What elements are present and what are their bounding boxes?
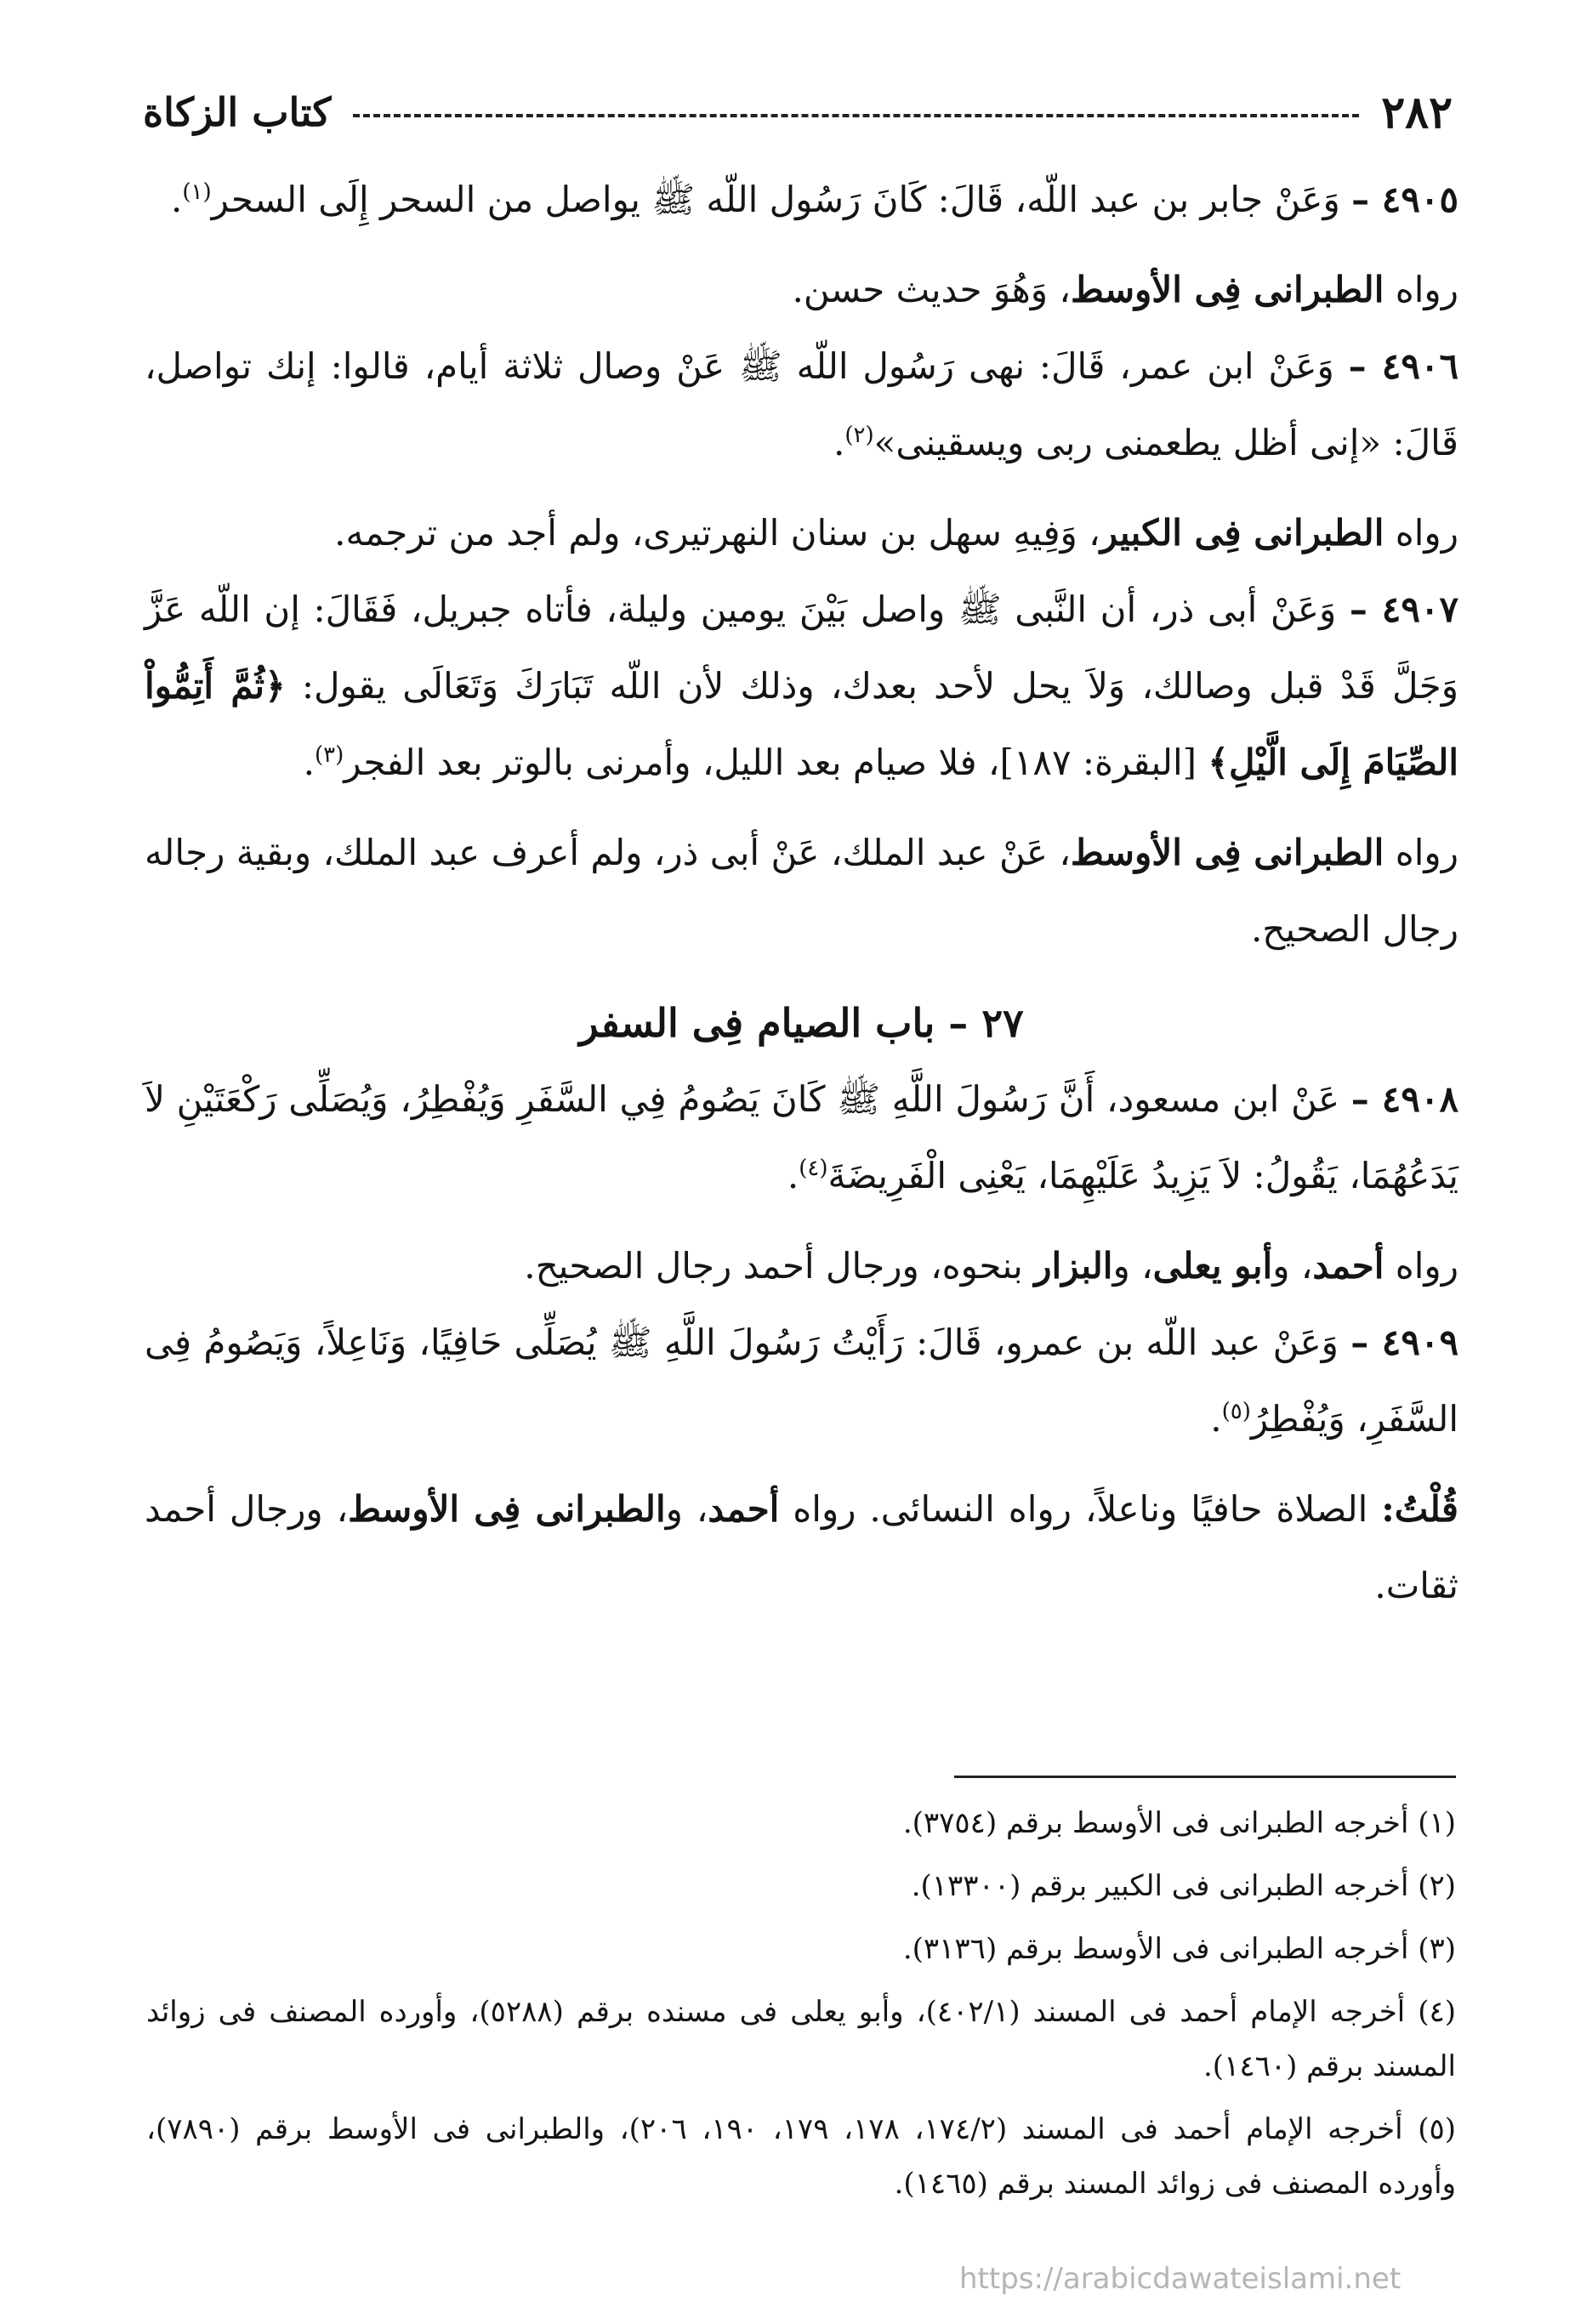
note-text: الصلاة حافيًا وناعلاً، رواه النسائى. رواه xyxy=(793,1488,1382,1530)
hadith-4906 xyxy=(145,328,1458,481)
quran-verse: ﴿ثُمَّ أَتِمُّواْ الصِّيَامَ إِلَى الَّيْلِ﴾ xyxy=(145,665,1458,783)
hadith-end: . xyxy=(787,1155,799,1196)
source-intro: رواه xyxy=(1395,1245,1458,1287)
source-intro: رواه xyxy=(1395,832,1458,873)
header-dashed-rule xyxy=(353,114,1359,117)
source-intro: رواه xyxy=(1395,512,1458,554)
hadith-number: ٤٩٠٥ – xyxy=(1351,179,1458,220)
footnote-2: (٢) أخرجه الطبرانى فى الكبير برقم (١٣٣٠٠). xyxy=(911,1869,1456,1903)
source-remark: بنحوه، ورجال أحمد رجال الصحيح. xyxy=(524,1245,1035,1287)
source-separator: ، و xyxy=(1112,1245,1153,1287)
hadith-end: . xyxy=(171,179,183,220)
hadith-4909 xyxy=(145,1304,1458,1457)
source-4905 xyxy=(145,252,1458,328)
source-4907 xyxy=(145,815,1458,968)
hadith-text: وَعَنْ أبى ذر، أن النَّبى ﷺ واصل بَيْنَ يومين وليلة، فأتاه جبريل، فَقَالَ: إن اللّه عَزَّ وَجَلَّ قَدْ قبل وصالك، وَلاَ يحل لأحد بعدك، وذلك لأن اللّه تَبَارَكَ وَتَعَالَى يقول: xyxy=(145,588,1458,707)
page-number: ٢٨٢ xyxy=(1381,86,1453,139)
footnote-3: (٣) أخرجه الطبرانى فى الأوسط برقم (٣١٣٦). xyxy=(902,1932,1456,1966)
footnote-ref: (٤) xyxy=(799,1156,828,1181)
footnote-ref: (٣) xyxy=(314,742,344,768)
hadith-4907 xyxy=(145,571,1458,801)
hadith-end: . xyxy=(1210,1398,1222,1440)
watermark-url: https://arabicdawateislami.net xyxy=(959,2262,1402,2296)
main-text xyxy=(145,162,1458,1624)
source-separator: ، و xyxy=(1272,1245,1313,1287)
hadith-text: وَعَنْ جابر بن عبد اللّه، قَالَ: كَانَ رَسُول اللّه ﷺ يواصل من السحر إِلَى السحر xyxy=(211,179,1340,220)
source-remark: ، ورجال أحمد ثقات. xyxy=(145,1488,1458,1606)
author-note-4909 xyxy=(145,1471,1458,1624)
source-name: الطبرانى فِى الأوسط xyxy=(1070,832,1384,873)
hadith-number: ٤٩٠٦ – xyxy=(1348,345,1458,387)
footnotes xyxy=(146,1796,1456,2219)
source-4906 xyxy=(145,495,1458,571)
source-name: الطبرانى فِى الأوسط xyxy=(1070,269,1384,310)
hadith-end: . xyxy=(303,742,315,783)
source-name: الطبرانى فِى الأوسط xyxy=(348,1488,666,1530)
footnote-ref: (١) xyxy=(182,179,212,205)
footnote-4: (٤) أخرجه الإمام أحمد فى المسند (٤٠٢/١)، وأبو يعلى فى مسنده برقم (٥٢٨٨)، وأورده المصنف فى زوائد المسند برقم (١٤٦٠). xyxy=(146,1995,1457,2083)
source-name: البزار xyxy=(1034,1245,1113,1287)
hadith-number: ٤٩٠٩ – xyxy=(1350,1321,1458,1363)
source-remark: ، عَنْ عبد الملك، عَنْ أبى ذر، ولم أعرف عبد الملك، وبقية رجاله رجال الصحيح. xyxy=(145,832,1458,950)
source-name: الطبرانى فِى الكبير xyxy=(1100,512,1384,554)
source-name: أبو يعلى xyxy=(1152,1245,1273,1287)
footnote-5: (٥) أخرجه الإمام أحمد فى المسند (١٧٤/٢، ١٧٨، ١٧٩، ١٩٠، ٢٠٦)، والطبرانى فى الأوسط برقم (٧٨٩٠)، وأورده المصنف فى زوائد المسند برقم (١٤٦٥). xyxy=(146,2112,1457,2201)
hadith-text: وَعَنْ عبد اللّه بن عمرو، قَالَ: رَأَيْتُ رَسُولَ اللَّهِ ﷺ يُصَلِّى حَافِيًا، وَنَاعِلاً، وَيَصُومُ فِى السَّفَرِ، وَيُفْطِرُ xyxy=(145,1321,1458,1440)
book-title: كتاب الزكاة xyxy=(143,89,332,135)
page-header xyxy=(143,78,1453,146)
source-remark: ، وَفِيهِ سهل بن سنان النهرتيرى، ولم أجد من ترجمه. xyxy=(334,512,1100,554)
source-separator: ، و xyxy=(665,1488,708,1530)
source-name: أحمد xyxy=(1312,1245,1384,1287)
hadith-4908 xyxy=(145,1061,1458,1214)
hadith-text: وَعَنْ ابن عمر، قَالَ: نهى رَسُول اللّه ﷺ عَنْ وصال ثلاثة أيام، قالوا: إنك تواصل، قَالَ: «إنى أظل يطعمنى ربى ويسقينى» xyxy=(145,345,1458,463)
hadith-number: ٤٩٠٨ – xyxy=(1350,1078,1458,1120)
footnote-ref: (٢) xyxy=(844,423,874,448)
note-label: قُلْتُ: xyxy=(1381,1488,1458,1530)
source-4908 xyxy=(145,1228,1458,1304)
hadith-4905 xyxy=(145,162,1458,238)
hadith-number: ٤٩٠٧ – xyxy=(1349,588,1458,630)
hadith-text-continued: [البقرة: ١٨٧]، فلا صيام بعد الليل، وأمرنى بالوتر بعد الفجر xyxy=(344,742,1197,783)
footnote-divider xyxy=(954,1776,1456,1778)
hadith-text: عَنْ ابن مسعود، أَنَّ رَسُولَ اللَّهِ ﷺ كَانَ يَصُومُ فِي السَّفَرِ وَيُفْطِرُ، وَيُصَلِّى رَكْعَتَيْنِ لاَ يَدَعُهُمَا، يَقُولُ: لاَ يَزِيدُ عَلَيْهِمَا، يَعْنِى الْفَرِيضَةَ xyxy=(145,1078,1458,1196)
source-remark: ، وَهُوَ حديث حسن. xyxy=(792,269,1071,310)
source-name: أحمد xyxy=(708,1488,780,1530)
footnote-1: (١) أخرجه الطبرانى فى الأوسط برقم (٣٧٥٤). xyxy=(902,1806,1456,1840)
source-intro: رواه xyxy=(1395,269,1458,310)
hadith-end: . xyxy=(833,422,845,463)
chapter-heading: ٢٧ – باب الصيام فِى السفر xyxy=(579,1000,1024,1046)
footnote-ref: (٥) xyxy=(1221,1399,1251,1424)
